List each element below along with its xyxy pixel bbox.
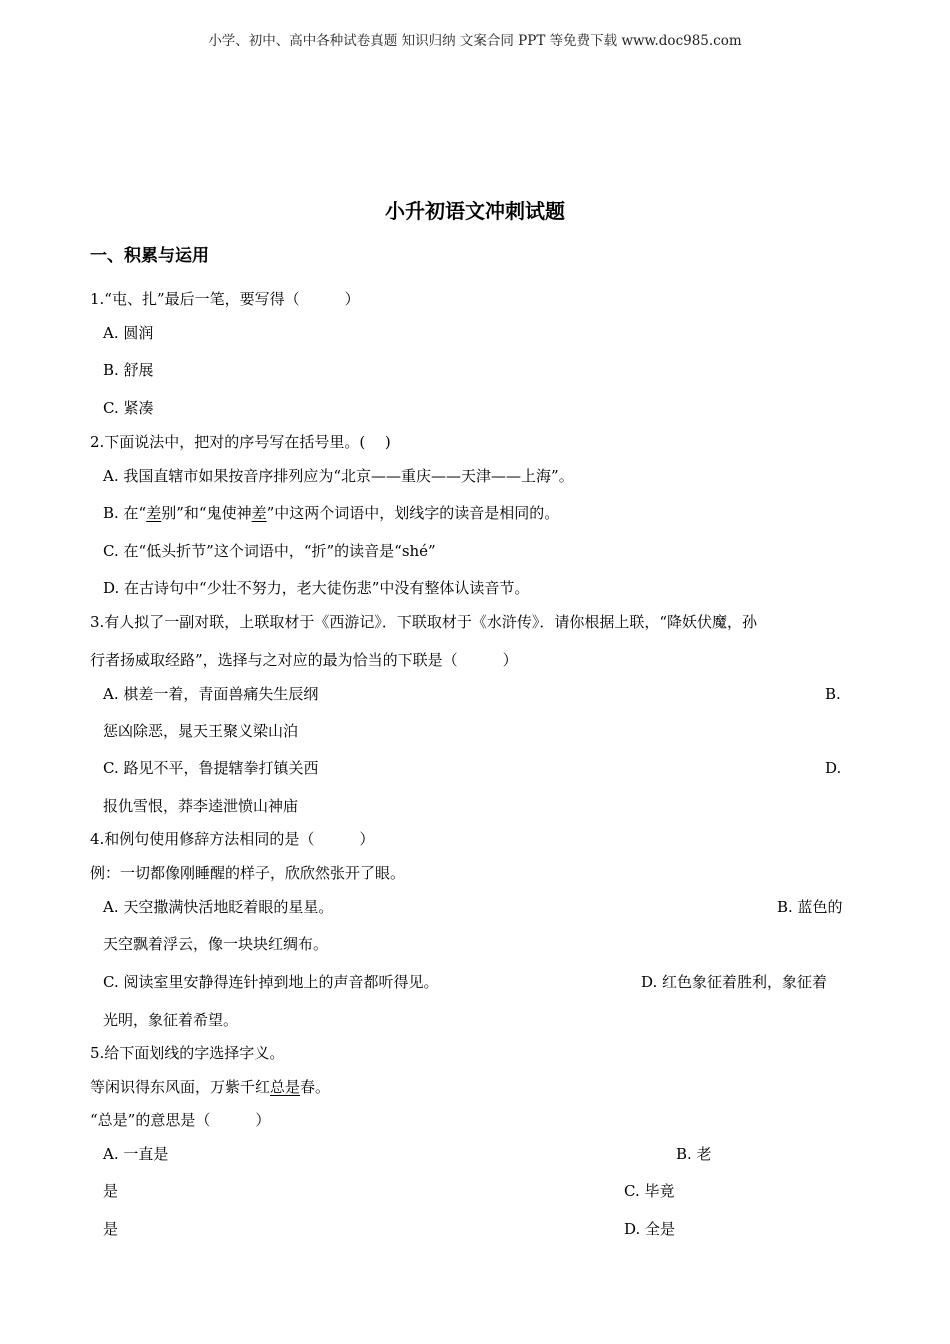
question-2-option-b bbox=[103, 503, 559, 523]
question-2-option-d: D. 在古诗句中“少壮不努力，老大徒伤悲”中没有整体认读音节。 bbox=[103, 579, 530, 597]
question-2-option-c: C. 在“低头折节”这个词语中，“折”的读音是“shé” bbox=[103, 542, 436, 560]
option-b-text-post: ”中这两个词语中，划线字的读音是相同的。 bbox=[266, 504, 560, 522]
question-4-option-b-tail: 天空飘着浮云，像一块块红绸布。 bbox=[103, 935, 329, 953]
question-4-option-b-head: B. 蓝色的 bbox=[777, 898, 843, 916]
option-b-text-pre: B. 在“ bbox=[103, 504, 147, 522]
question-4-stem: 4.和例句使用修辞方法相同的是（ ） bbox=[90, 830, 375, 848]
question-3-option-b-text: 惩凶除恶，晁天王聚义梁山泊 bbox=[103, 722, 299, 740]
question-2-option-a: A. 我国直辖市如果按音序排列应为“北京——重庆——天津——上海”。 bbox=[103, 467, 574, 485]
question-1-option-c: C. 紧凑 bbox=[103, 399, 154, 417]
question-3-stem-line2: 行者扬威取经路”，选择与之对应的最为恰当的下联是（ ） bbox=[90, 651, 518, 669]
question-3-option-a: A. 棋差一着，青面兽痛失生辰纲 bbox=[103, 685, 319, 703]
question-4-option-d-tail: 光明，象征着希望。 bbox=[103, 1011, 239, 1029]
underlined-char-1: 差 bbox=[146, 504, 162, 522]
question-5-stem: 5.给下面划线的字选择字义。 bbox=[90, 1044, 285, 1062]
question-3-option-d-text: 报仇雪恨，莽李逵泄愤山神庙 bbox=[103, 797, 299, 815]
underlined-phrase: 总是 bbox=[270, 1078, 301, 1096]
question-5-option-a: A. 一直是 bbox=[103, 1145, 169, 1163]
poem-text-pre: 等闲识得东风面，万紫千红 bbox=[90, 1078, 271, 1096]
question-1-option-a: A. 圆润 bbox=[103, 324, 154, 342]
page-title: 小升初语文冲刺试题 bbox=[385, 199, 565, 223]
question-5-option-b-head: B. 老 bbox=[676, 1145, 712, 1163]
question-3-stem-line1: 3.有人拟了一副对联，上联取材于《西游记》．下联取材于《水浒传》．请你根据上联，“降妖伏魔，孙 bbox=[90, 613, 757, 631]
question-4-option-c: C. 阅读室里安静得连针掉到地上的声音都听得见。 bbox=[103, 973, 439, 991]
question-3-option-d-label: D. bbox=[825, 759, 842, 777]
question-5-option-b-tail: 是 bbox=[103, 1182, 119, 1200]
question-5-option-d: D. 全是 bbox=[624, 1220, 676, 1238]
question-3-option-b-label: B. bbox=[825, 685, 841, 703]
question-5-subquestion: “总是”的意思是（ ） bbox=[90, 1111, 271, 1129]
question-1-option-b: B. 舒展 bbox=[103, 361, 154, 379]
question-2-stem: 2.下面说法中，把对的序号写在括号里。( ) bbox=[90, 433, 391, 451]
question-1-stem: 1.“屯、扎”最后一笔，要写得（ ） bbox=[90, 290, 360, 308]
underlined-char-2: 差 bbox=[251, 504, 267, 522]
question-5-option-c-tail: 是 bbox=[103, 1220, 119, 1238]
question-5-option-c-head: C. 毕竟 bbox=[624, 1182, 675, 1200]
question-5-poem bbox=[90, 1077, 330, 1097]
poem-text-post: 春。 bbox=[300, 1078, 331, 1096]
page-header: 小学、初中、高中各种试卷真题 知识归纳 文案合同 PPT 等免费下载 www.doc985.com bbox=[208, 33, 742, 49]
section-heading: 一、积累与运用 bbox=[90, 246, 209, 266]
question-4-option-d-head: D. 红色象征着胜利，象征着 bbox=[641, 973, 828, 991]
question-4-option-a: A. 天空撒满快活地眨着眼的星星。 bbox=[103, 898, 334, 916]
option-b-text-mid: 别”和“鬼使神 bbox=[161, 504, 252, 522]
question-3-option-c: C. 路见不平，鲁提辖拳打镇关西 bbox=[103, 759, 319, 777]
question-4-example: 例：一切都像刚睡醒的样子，欣欣然张开了眼。 bbox=[90, 864, 406, 882]
